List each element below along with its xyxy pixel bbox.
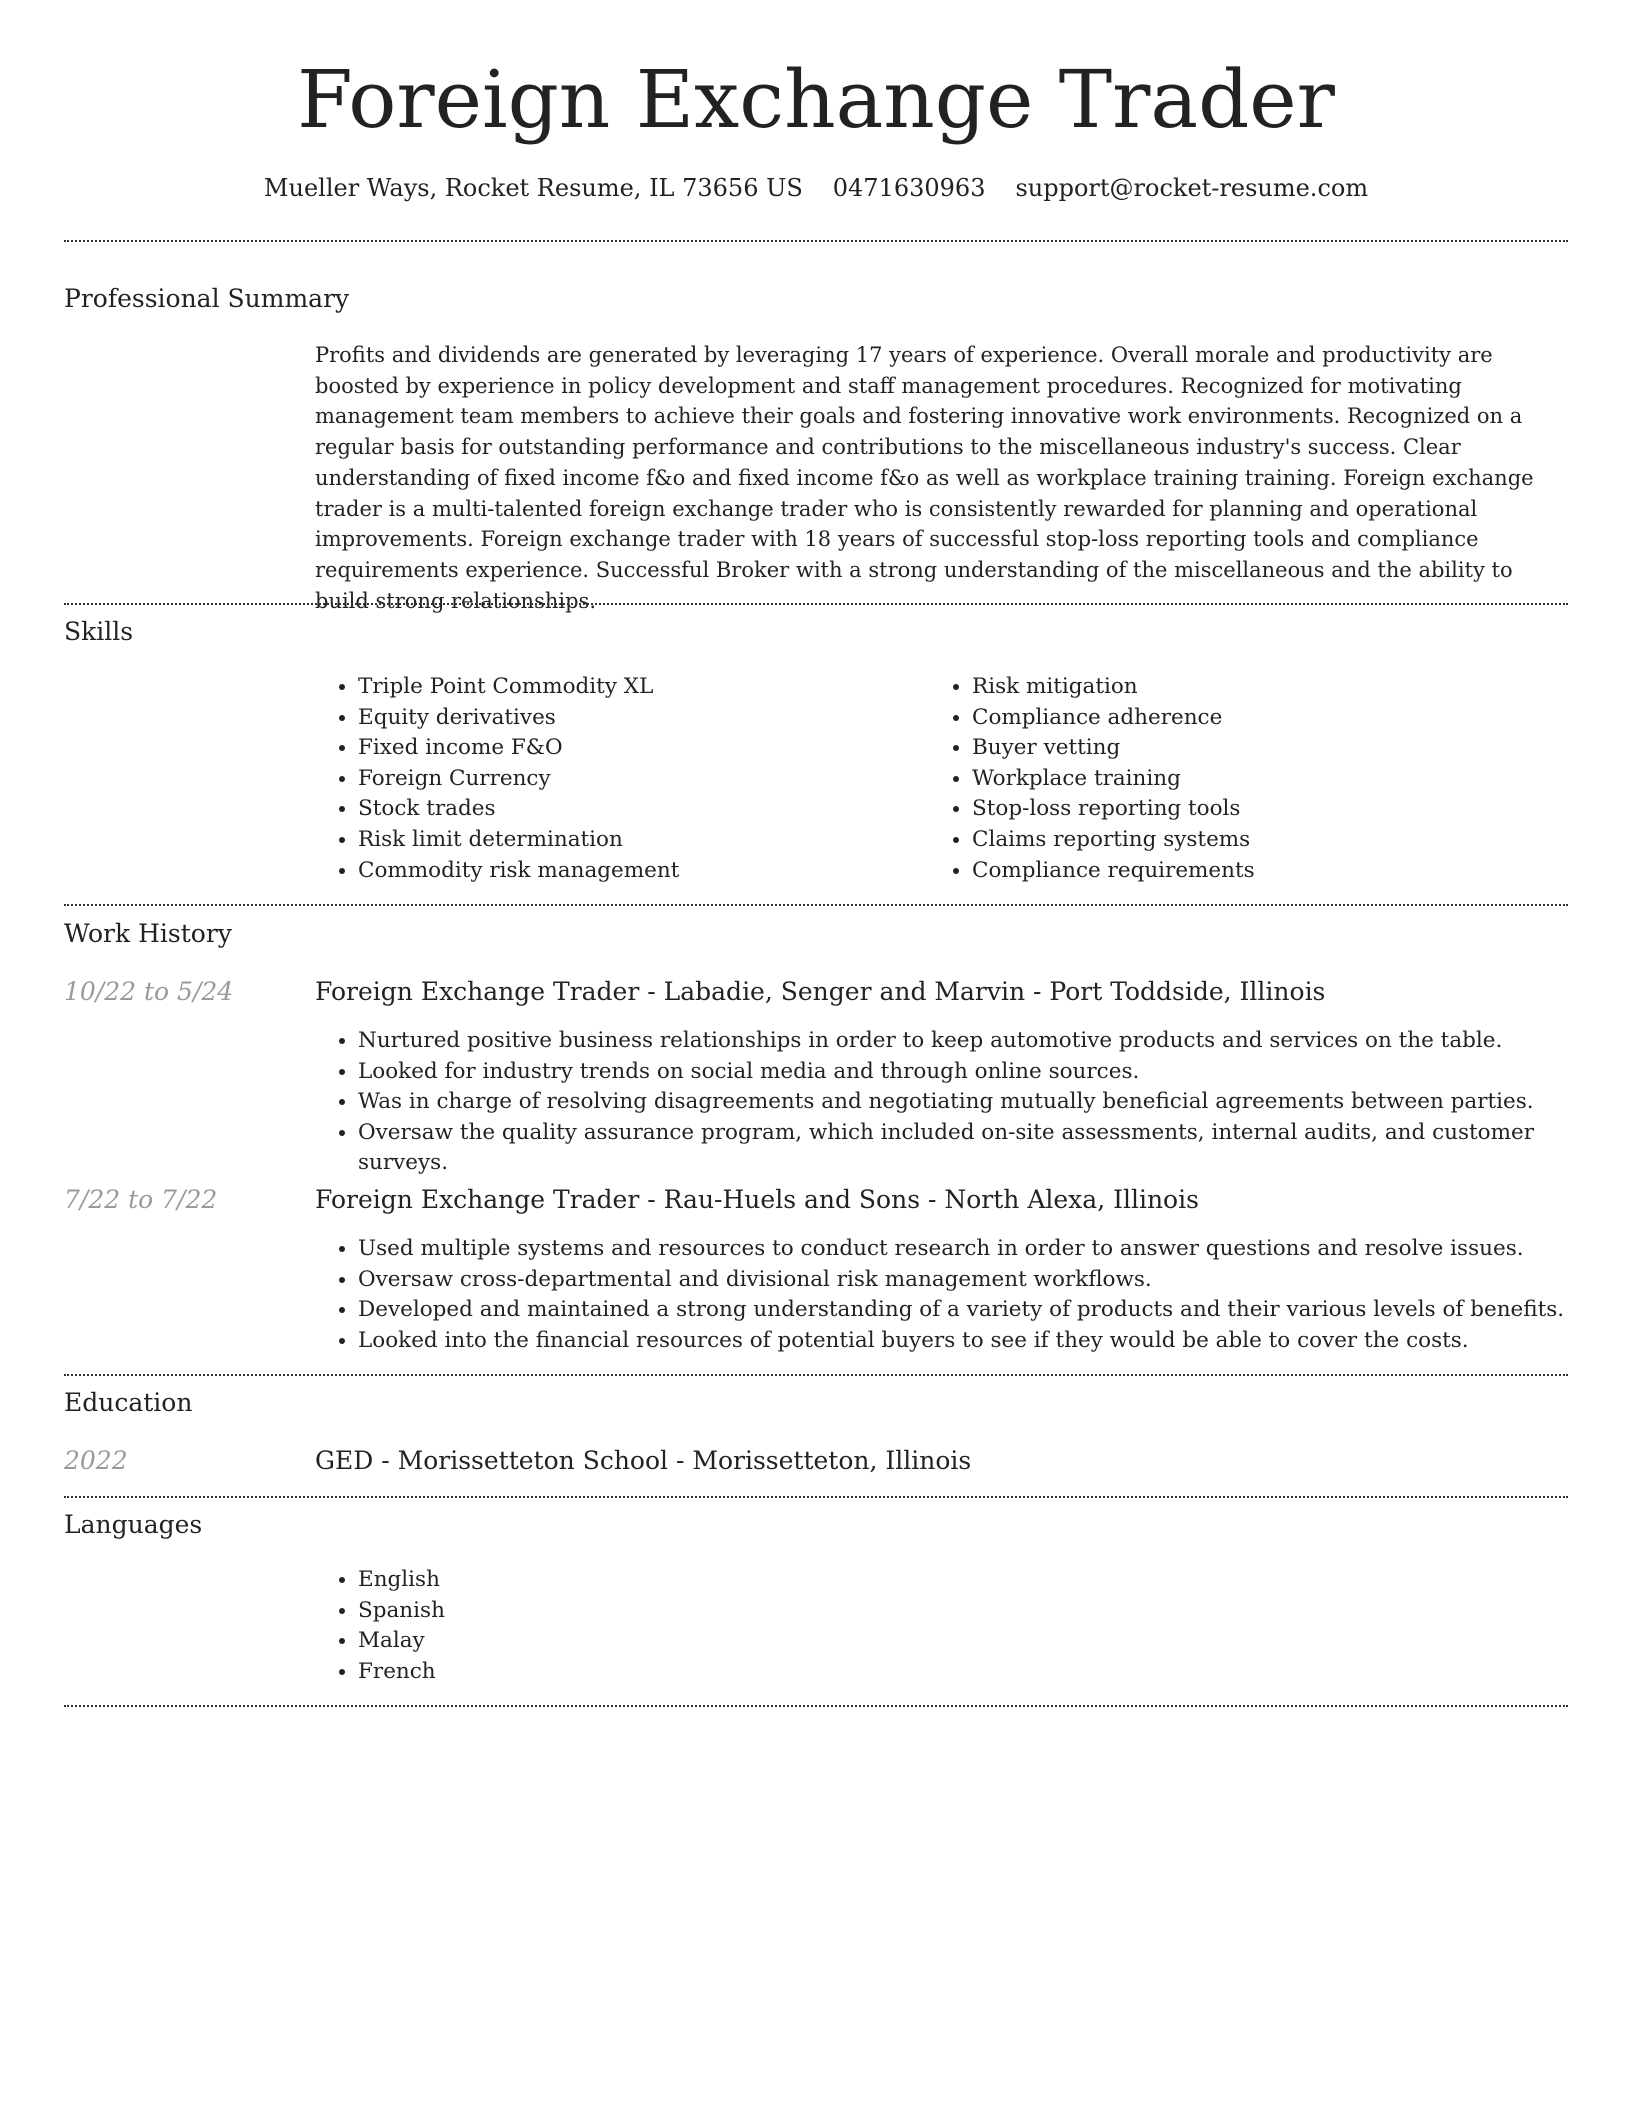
section-divider <box>64 1496 1568 1498</box>
language-item: • French <box>358 1657 958 1688</box>
language-item: • Spanish <box>358 1596 958 1627</box>
skill-item: • Claims reporting systems <box>972 825 1572 856</box>
skill-item: • Compliance adherence <box>972 703 1572 734</box>
job-heading: Foreign Exchange Trader - Labadie, Senger and Marvin - Port Toddside, Illinois <box>315 977 1326 1006</box>
education-heading: Education <box>64 1388 193 1417</box>
education-entry: GED - Morissetteton School - Morissetteton, Illinois <box>315 1446 972 1475</box>
job-duty: • Looked into the financial resources of potential buyers to see if they would be able to cover the costs. <box>358 1326 1608 1357</box>
languages-heading: Languages <box>64 1510 203 1539</box>
job-duty: • Was in charge of resolving disagreements and negotiating mutually beneficial agreements between parties. <box>358 1087 1608 1118</box>
job-duty: • Used multiple systems and resources to conduct research in order to answer questions and resolve issues. <box>358 1234 1608 1265</box>
contact-email: support@rocket-resume.com <box>1015 174 1369 202</box>
job-duty: • Developed and maintained a strong understanding of a variety of products and their various levels of benefits. <box>358 1295 1608 1326</box>
job-dates: 7/22 to 7/22 <box>64 1185 218 1214</box>
summary-text: Profits and dividends are generated by leveraging 17 years of experience. Overall morale and productivity are boosted by experience in policy development and staff management procedures. Recognized for motivating management team members to achieve their goals and fostering innovative work environments. Recognized on a regular basis for outstanding performance and contributions to the miscellaneous industry's success. Clear understanding of fixed income f&o and fixed income f&o as well as workplace training training. Foreign exchange trader is a multi-talented foreign exchange trader who is consistently rewarded for planning and operational improvements. Foreign exchange trader with 18 years of successful stop-loss reporting tools and compliance requirements experience. Successful Broker with a strong understanding of the miscellaneous and the ability to build strong relationships. <box>315 343 1534 613</box>
summary-heading: Professional Summary <box>64 284 350 313</box>
job-duty: • Looked for industry trends on social media and through online sources. <box>358 1057 1608 1088</box>
education-year: 2022 <box>64 1446 128 1475</box>
section-divider <box>64 240 1568 242</box>
contact-phone: 0471630963 <box>832 174 986 202</box>
job-dates: 10/22 to 5/24 <box>64 977 234 1006</box>
skills-list-right <box>928 672 1572 886</box>
skill-item: • Stop-loss reporting tools <box>972 794 1572 825</box>
skill-item: • Triple Point Commodity XL <box>358 672 918 703</box>
contact-line <box>0 170 1632 206</box>
skill-item: • Foreign Currency <box>358 764 918 795</box>
contact-address: Mueller Ways, Rocket Resume, IL 73656 US <box>263 174 803 202</box>
job-duty: • Oversaw cross-departmental and divisional risk management workflows. <box>358 1265 1608 1296</box>
job-duty: • Nurtured positive business relationships in order to keep automotive products and services on the table. <box>358 1026 1608 1057</box>
skill-item: • Equity derivatives <box>358 703 918 734</box>
job-duties-list <box>314 1234 1608 1356</box>
section-divider <box>64 904 1568 906</box>
job-duties-list <box>314 1026 1608 1179</box>
skills-list-left <box>314 672 918 886</box>
languages-list <box>314 1565 958 1687</box>
language-item: • English <box>358 1565 958 1596</box>
skill-item: • Commodity risk management <box>358 856 918 887</box>
job-duty: • Oversaw the quality assurance program, which included on-site assessments, internal audits, and customer surveys. <box>358 1118 1608 1179</box>
skill-item: • Risk mitigation <box>972 672 1572 703</box>
section-divider <box>64 1705 1568 1707</box>
work-history-heading: Work History <box>64 919 232 948</box>
skill-item: • Buyer vetting <box>972 733 1572 764</box>
skill-item: • Workplace training <box>972 764 1572 795</box>
skill-item: • Fixed income F&O <box>358 733 918 764</box>
language-item: • Malay <box>358 1626 958 1657</box>
skill-item: • Stock trades <box>358 794 918 825</box>
skill-item: • Risk limit determination <box>358 825 918 856</box>
skill-item: • Compliance requirements <box>972 856 1572 887</box>
skills-heading: Skills <box>64 617 134 646</box>
section-divider <box>64 1374 1568 1376</box>
job-heading: Foreign Exchange Trader - Rau-Huels and Sons - North Alexa, Illinois <box>315 1185 1199 1214</box>
section-divider <box>64 603 1568 605</box>
resume-name: Foreign Exchange Trader <box>297 53 1335 146</box>
